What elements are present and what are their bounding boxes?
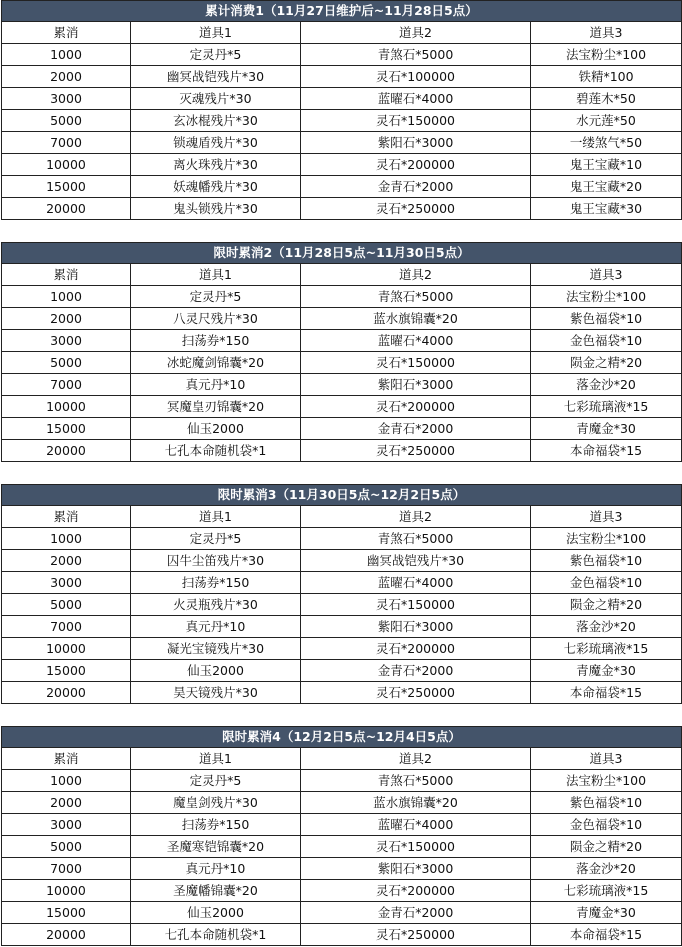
- reward-cell: 蓝曜石*4000: [301, 814, 531, 836]
- column-header: 累消: [2, 22, 131, 44]
- reward-cell: 仙玉2000: [131, 902, 301, 924]
- reward-cell: 灵石*200000: [301, 154, 531, 176]
- reward-cell: 七彩琉璃液*15: [531, 880, 682, 902]
- column-header: 道具3: [531, 264, 682, 286]
- reward-cell: 陨金之精*20: [531, 352, 682, 374]
- reward-cell: 冥魔皇刃锦囊*20: [131, 396, 301, 418]
- reward-cell: 蓝水旗锦囊*20: [301, 308, 531, 330]
- table-row: [2, 836, 682, 858]
- column-header: 道具1: [131, 22, 301, 44]
- reward-cell: 灵石*250000: [301, 198, 531, 220]
- threshold-cell: 2000: [2, 792, 131, 814]
- reward-cell: 法宝粉尘*100: [531, 528, 682, 550]
- reward-cell: 灵石*150000: [301, 352, 531, 374]
- reward-cell: 陨金之精*20: [531, 836, 682, 858]
- threshold-cell: 15000: [2, 418, 131, 440]
- table-row: [2, 814, 682, 836]
- reward-cell: 定灵丹*5: [131, 528, 301, 550]
- reward-cell: 一缕煞气*50: [531, 132, 682, 154]
- reward-cell: 落金沙*20: [531, 374, 682, 396]
- table-row: [2, 110, 682, 132]
- threshold-cell: 7000: [2, 374, 131, 396]
- reward-cell: 紫阳石*3000: [301, 616, 531, 638]
- reward-cell: 真元丹*10: [131, 374, 301, 396]
- reward-cell: 金青石*2000: [301, 902, 531, 924]
- table-row: [2, 528, 682, 550]
- table-row: [2, 154, 682, 176]
- reward-cell: 魔皇剑残片*30: [131, 792, 301, 814]
- threshold-cell: 15000: [2, 902, 131, 924]
- reward-cell: 灵石*150000: [301, 836, 531, 858]
- reward-cell: 本命福袋*15: [531, 682, 682, 704]
- reward-cell: 鬼头锁残片*30: [131, 198, 301, 220]
- reward-cell: 水元莲*50: [531, 110, 682, 132]
- reward-cell: 七彩琉璃液*15: [531, 396, 682, 418]
- table-title: 限时累消4（12月2日5点~12月4日5点）: [2, 727, 682, 748]
- reward-cell: 蓝水旗锦囊*20: [301, 792, 531, 814]
- reward-cell: 碧莲木*50: [531, 88, 682, 110]
- reward-cell: 灵石*250000: [301, 924, 531, 946]
- column-header: 道具1: [131, 264, 301, 286]
- threshold-cell: 3000: [2, 572, 131, 594]
- table-row: [2, 66, 682, 88]
- threshold-cell: 10000: [2, 638, 131, 660]
- table-row: [2, 660, 682, 682]
- column-header: 道具3: [531, 748, 682, 770]
- reward-cell: 幽冥战铠残片*30: [301, 550, 531, 572]
- reward-cell: 八灵尺残片*30: [131, 308, 301, 330]
- threshold-cell: 20000: [2, 924, 131, 946]
- table-row: [2, 88, 682, 110]
- reward-cell: 扫荡券*150: [131, 814, 301, 836]
- reward-cell: 法宝粉尘*100: [531, 286, 682, 308]
- table-row: [2, 880, 682, 902]
- reward-cell: 定灵丹*5: [131, 770, 301, 792]
- reward-cell: 灵石*200000: [301, 396, 531, 418]
- column-header-row: [2, 22, 682, 44]
- threshold-cell: 20000: [2, 682, 131, 704]
- reward-cell: 玄冰棍残片*30: [131, 110, 301, 132]
- reward-cell: 七孔本命随机袋*1: [131, 924, 301, 946]
- reward-cell: 金色福袋*10: [531, 330, 682, 352]
- reward-cell: 法宝粉尘*100: [531, 770, 682, 792]
- threshold-cell: 20000: [2, 440, 131, 462]
- table-title: 累计消费1（11月27日维护后~11月28日5点）: [2, 1, 682, 22]
- column-header: 道具1: [131, 506, 301, 528]
- table-row: [2, 308, 682, 330]
- threshold-cell: 10000: [2, 396, 131, 418]
- reward-cell: 真元丹*10: [131, 858, 301, 880]
- reward-cell: 圣魔寒铠锦囊*20: [131, 836, 301, 858]
- reward-cell: 铁精*100: [531, 66, 682, 88]
- threshold-cell: 2000: [2, 550, 131, 572]
- reward-cell: 金色福袋*10: [531, 814, 682, 836]
- reward-cell: 金青石*2000: [301, 418, 531, 440]
- threshold-cell: 7000: [2, 616, 131, 638]
- threshold-cell: 5000: [2, 836, 131, 858]
- table-title: 限时累消2（11月28日5点~11月30日5点）: [2, 243, 682, 264]
- table-title-row: [2, 243, 682, 264]
- reward-cell: 陨金之精*20: [531, 594, 682, 616]
- threshold-cell: 5000: [2, 110, 131, 132]
- table-row: [2, 902, 682, 924]
- column-header: 累消: [2, 264, 131, 286]
- reward-table-4: [1, 726, 682, 946]
- section-spacer: [0, 220, 682, 242]
- reward-cell: 真元丹*10: [131, 616, 301, 638]
- reward-cell: 圣魔幡锦囊*20: [131, 880, 301, 902]
- column-header: 道具2: [301, 748, 531, 770]
- table-row: [2, 330, 682, 352]
- table-row: [2, 286, 682, 308]
- reward-cell: 鬼王宝藏*10: [531, 154, 682, 176]
- reward-cell: 扫荡券*150: [131, 572, 301, 594]
- reward-cell: 青煞石*5000: [301, 528, 531, 550]
- table-row: [2, 374, 682, 396]
- reward-cell: 幽冥战铠残片*30: [131, 66, 301, 88]
- reward-cell: 青煞石*5000: [301, 286, 531, 308]
- reward-cell: 青魔金*30: [531, 660, 682, 682]
- reward-cell: 落金沙*20: [531, 858, 682, 880]
- threshold-cell: 7000: [2, 132, 131, 154]
- reward-cell: 紫色福袋*10: [531, 792, 682, 814]
- table-row: [2, 594, 682, 616]
- threshold-cell: 2000: [2, 66, 131, 88]
- reward-cell: 凝光宝镜残片*30: [131, 638, 301, 660]
- column-header: 道具2: [301, 22, 531, 44]
- table-title-row: [2, 727, 682, 748]
- column-header-row: [2, 748, 682, 770]
- reward-cell: 本命福袋*15: [531, 440, 682, 462]
- threshold-cell: 15000: [2, 660, 131, 682]
- threshold-cell: 10000: [2, 880, 131, 902]
- table-row: [2, 176, 682, 198]
- reward-cell: 金青石*2000: [301, 660, 531, 682]
- reward-cell: 青魔金*30: [531, 902, 682, 924]
- reward-cell: 灵石*150000: [301, 110, 531, 132]
- reward-cell: 灵石*200000: [301, 880, 531, 902]
- threshold-cell: 5000: [2, 594, 131, 616]
- reward-cell: 锁魂盾残片*30: [131, 132, 301, 154]
- threshold-cell: 1000: [2, 770, 131, 792]
- reward-cell: 青煞石*5000: [301, 770, 531, 792]
- reward-cell: 紫阳石*3000: [301, 858, 531, 880]
- reward-cell: 鬼王宝藏*20: [531, 176, 682, 198]
- table-row: [2, 572, 682, 594]
- reward-cell: 七孔本命随机袋*1: [131, 440, 301, 462]
- reward-cell: 昊天镜残片*30: [131, 682, 301, 704]
- reward-cell: 妖魂幡残片*30: [131, 176, 301, 198]
- column-header-row: [2, 506, 682, 528]
- reward-cell: 扫荡券*150: [131, 330, 301, 352]
- threshold-cell: 1000: [2, 528, 131, 550]
- reward-cell: 仙玉2000: [131, 660, 301, 682]
- threshold-cell: 2000: [2, 308, 131, 330]
- threshold-cell: 5000: [2, 352, 131, 374]
- reward-cell: 蓝曜石*4000: [301, 330, 531, 352]
- section-spacer: [0, 704, 682, 726]
- reward-cell: 灭魂残片*30: [131, 88, 301, 110]
- reward-cell: 仙玉2000: [131, 418, 301, 440]
- reward-table-3: [1, 484, 682, 704]
- reward-cell: 灵石*200000: [301, 638, 531, 660]
- reward-table-2: [1, 242, 682, 462]
- table-row: [2, 198, 682, 220]
- table-row: [2, 440, 682, 462]
- threshold-cell: 3000: [2, 330, 131, 352]
- reward-cell: 落金沙*20: [531, 616, 682, 638]
- reward-cell: 七彩琉璃液*15: [531, 638, 682, 660]
- table-row: [2, 638, 682, 660]
- table-row: [2, 396, 682, 418]
- table-title-row: [2, 1, 682, 22]
- reward-cell: 紫色福袋*10: [531, 308, 682, 330]
- reward-cell: 灵石*150000: [301, 594, 531, 616]
- reward-cell: 冰蛇魔剑锦囊*20: [131, 352, 301, 374]
- threshold-cell: 20000: [2, 198, 131, 220]
- table-row: [2, 770, 682, 792]
- reward-cell: 火灵瓶残片*30: [131, 594, 301, 616]
- table-row: [2, 858, 682, 880]
- table-row: [2, 418, 682, 440]
- column-header: 道具1: [131, 748, 301, 770]
- table-row: [2, 132, 682, 154]
- reward-cell: 金青石*2000: [301, 176, 531, 198]
- threshold-cell: 3000: [2, 814, 131, 836]
- table-row: [2, 924, 682, 946]
- reward-cell: 囚牛尘笛残片*30: [131, 550, 301, 572]
- table-title-row: [2, 485, 682, 506]
- column-header: 道具3: [531, 506, 682, 528]
- reward-cell: 紫阳石*3000: [301, 132, 531, 154]
- reward-cell: 离火珠残片*30: [131, 154, 301, 176]
- reward-cell: 灵石*250000: [301, 440, 531, 462]
- table-row: [2, 792, 682, 814]
- reward-cell: 鬼王宝藏*30: [531, 198, 682, 220]
- reward-cell: 紫阳石*3000: [301, 374, 531, 396]
- column-header: 累消: [2, 506, 131, 528]
- threshold-cell: 7000: [2, 858, 131, 880]
- threshold-cell: 1000: [2, 286, 131, 308]
- column-header: 道具3: [531, 22, 682, 44]
- threshold-cell: 15000: [2, 176, 131, 198]
- column-header: 道具2: [301, 264, 531, 286]
- table-row: [2, 550, 682, 572]
- reward-cell: 本命福袋*15: [531, 924, 682, 946]
- reward-cell: 法宝粉尘*100: [531, 44, 682, 66]
- threshold-cell: 1000: [2, 44, 131, 66]
- reward-cell: 蓝曜石*4000: [301, 572, 531, 594]
- reward-cell: 紫色福袋*10: [531, 550, 682, 572]
- reward-table-1: [1, 0, 682, 220]
- reward-cell: 定灵丹*5: [131, 286, 301, 308]
- table-row: [2, 352, 682, 374]
- reward-cell: 青魔金*30: [531, 418, 682, 440]
- threshold-cell: 10000: [2, 154, 131, 176]
- section-spacer: [0, 462, 682, 484]
- reward-cell: 灵石*100000: [301, 66, 531, 88]
- threshold-cell: 3000: [2, 88, 131, 110]
- column-header: 道具2: [301, 506, 531, 528]
- reward-cell: 青煞石*5000: [301, 44, 531, 66]
- table-row: [2, 44, 682, 66]
- column-header: 累消: [2, 748, 131, 770]
- reward-cell: 定灵丹*5: [131, 44, 301, 66]
- reward-cell: 金色福袋*10: [531, 572, 682, 594]
- reward-cell: 灵石*250000: [301, 682, 531, 704]
- table-row: [2, 616, 682, 638]
- table-row: [2, 682, 682, 704]
- reward-cell: 蓝曜石*4000: [301, 88, 531, 110]
- column-header-row: [2, 264, 682, 286]
- table-title: 限时累消3（11月30日5点~12月2日5点）: [2, 485, 682, 506]
